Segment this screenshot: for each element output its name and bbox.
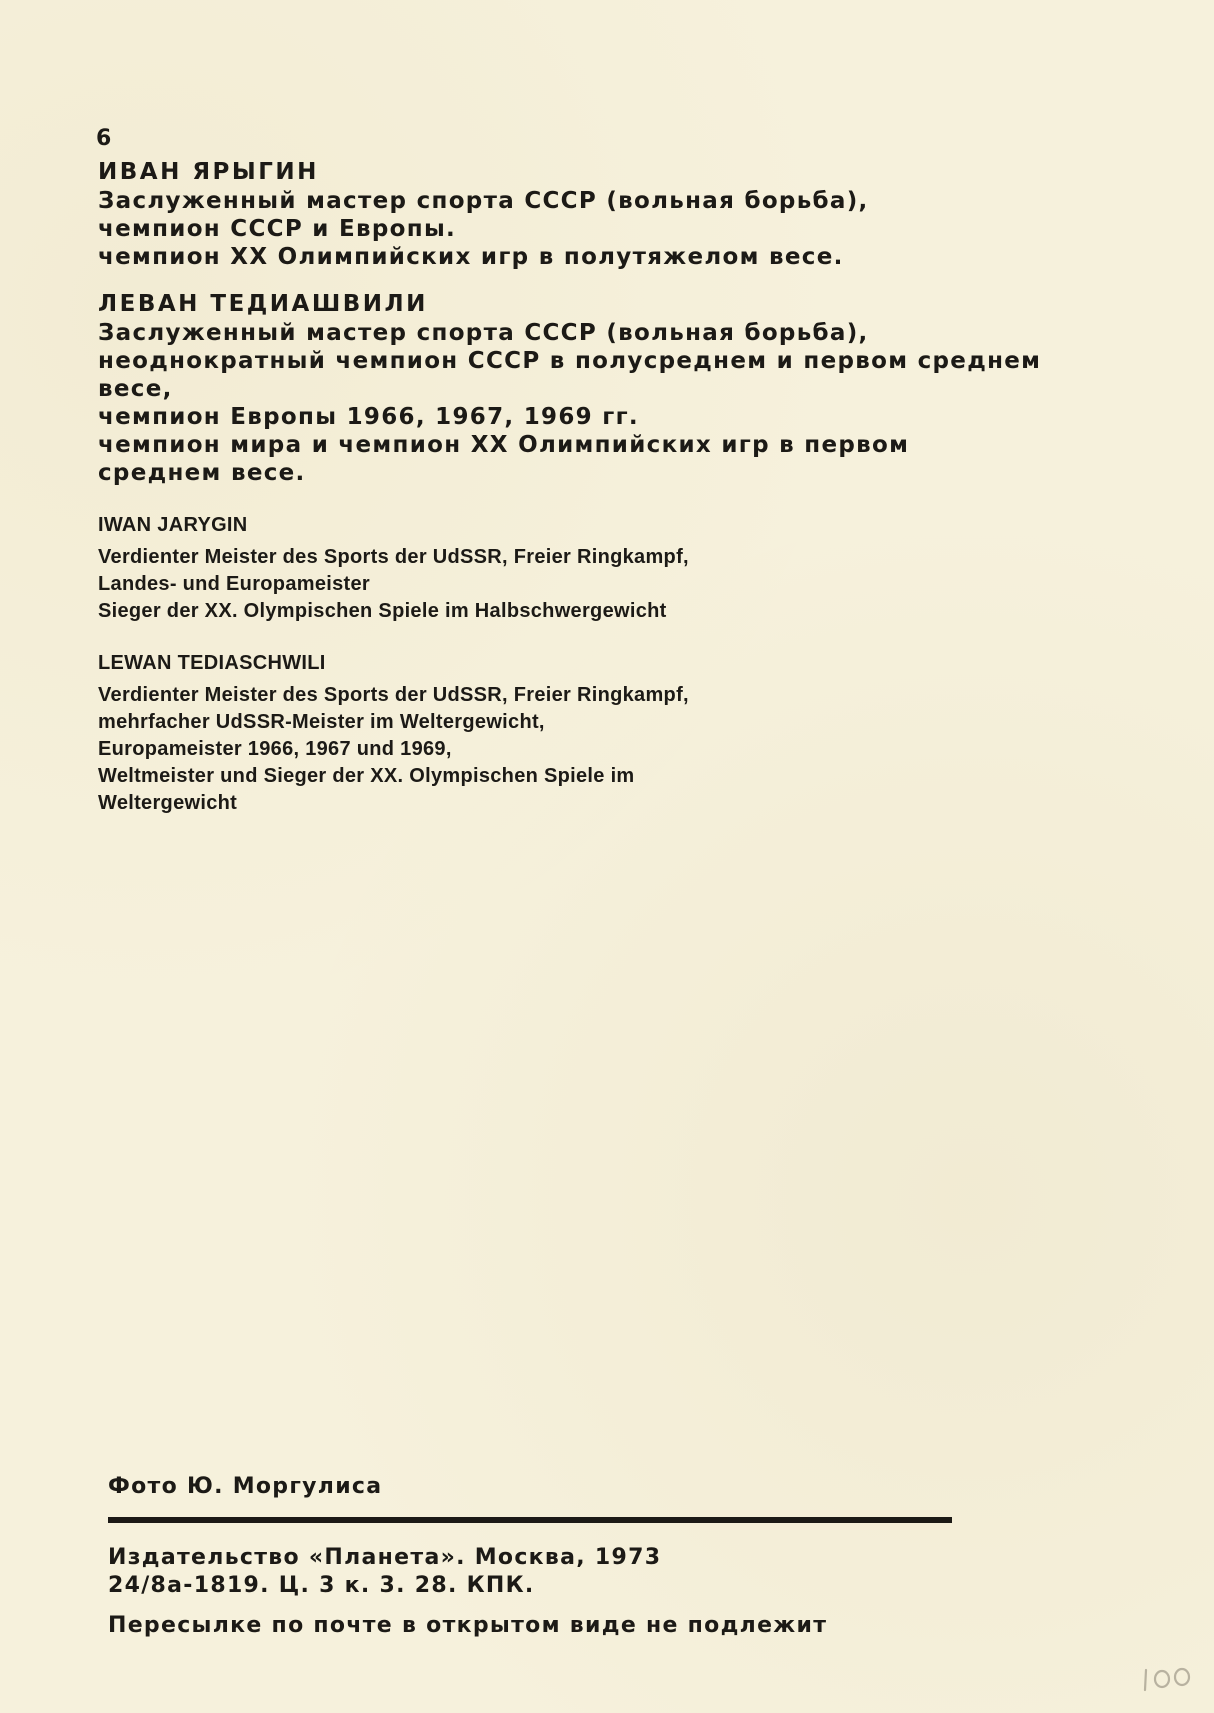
- de-line: Verdienter Meister des Sports der UdSSR, Freier Ringkampf,: [98, 546, 689, 568]
- handwritten-mark-icon: [1140, 1660, 1200, 1696]
- ru-line: чемпион мира и чемпион XX Олимпийских игр в первом: [98, 432, 910, 458]
- photo-credit: Фото Ю. Моргулиса: [108, 1474, 383, 1499]
- de-line: Sieger der XX. Olympischen Spiele im Halbschwergewicht: [98, 600, 667, 622]
- ru-line: Заслуженный мастер спорта СССР (вольная борьба),: [98, 188, 869, 214]
- ru-line: Заслуженный мастер спорта СССР (вольная борьба),: [98, 320, 869, 346]
- de-line: Verdienter Meister des Sports der UdSSR, Freier Ringkampf,: [98, 684, 689, 706]
- de-name-jarygin: IWAN JARYGIN: [98, 514, 248, 536]
- print-code: 24/8а-1819. Ц. 3 к. 3. 28. КПК.: [108, 1573, 535, 1598]
- de-name-tediaschwili: LEWAN TEDIASCHWILI: [98, 652, 326, 674]
- de-line: Weltergewicht: [98, 792, 238, 814]
- de-entry-tediaschwili: [98, 650, 1178, 817]
- ru-entry-tediashvili: [98, 290, 1178, 487]
- de-line: Europameister 1966, 1967 und 1969,: [98, 738, 452, 760]
- publisher-line: Издательство «Планета». Москва, 1973: [108, 1545, 662, 1570]
- ru-line: чемпион СССР и Европы.: [98, 216, 457, 242]
- de-line: Landes- und Europameister: [98, 573, 370, 595]
- page-number: 6: [96, 126, 112, 151]
- de-line: Weltmeister und Sieger der XX. Olympischen Spiele im: [98, 765, 635, 787]
- footer-divider: [108, 1517, 952, 1523]
- ru-line: среднем весе.: [98, 460, 306, 486]
- ru-name-tediashvili: ЛЕВАН ТЕДИАШВИЛИ: [98, 291, 428, 317]
- ru-entry-yarygin: [98, 158, 1178, 271]
- publisher-info: [108, 1544, 661, 1600]
- ru-line: неоднократный чемпион СССР в полусреднем и первом среднем: [98, 348, 1042, 374]
- ru-line: чемпион XX Олимпийских игр в полутяжелом весе.: [98, 244, 844, 270]
- ru-line: чемпион Европы 1966, 1967, 1969 гг.: [98, 404, 639, 430]
- ru-name-yarygin: ИВАН ЯРЫГИН: [98, 159, 319, 185]
- ru-line: весе,: [98, 376, 173, 402]
- de-entry-jarygin: [98, 512, 1178, 625]
- de-line: mehrfacher UdSSR-Meister im Weltergewicht,: [98, 711, 545, 733]
- mail-notice: Пересылке по почте в открытом виде не подлежит: [108, 1613, 828, 1638]
